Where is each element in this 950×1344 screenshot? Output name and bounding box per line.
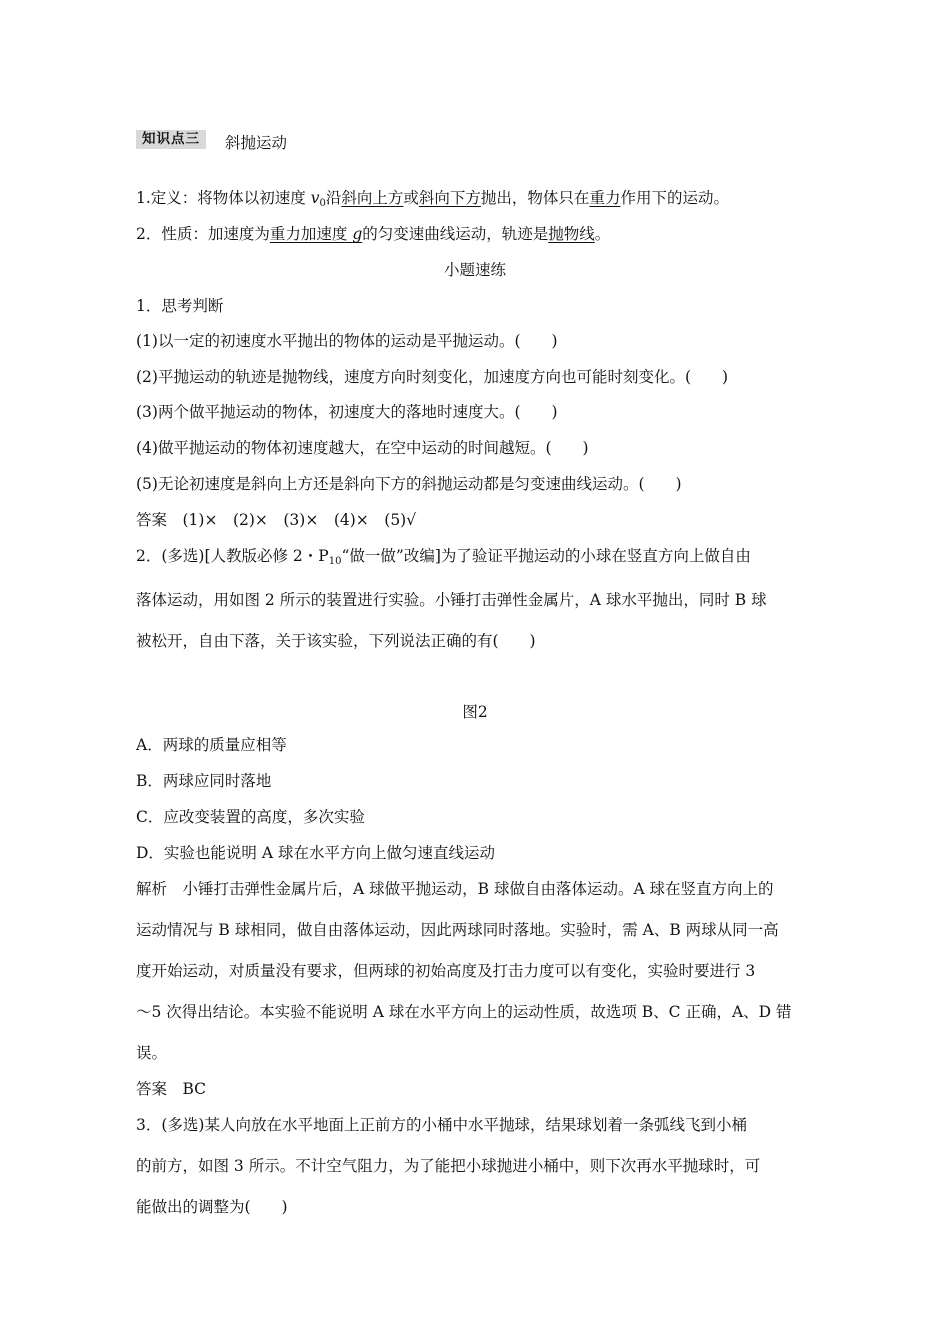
q3-line: 3．(多选)某人向放在水平地面上正前方的小桶中水平抛球，结果球划着一条弧线飞到小桶 (136, 1116, 747, 1134)
q2-text: 2．(多选)[人教版必修 2・P (136, 547, 329, 565)
option-a: A．两球的质量应相等 (136, 736, 287, 754)
practice-title: 小题速练 (443, 261, 506, 279)
option-d: D．实验也能说明 A 球在水平方向上做匀速直线运动 (136, 844, 495, 862)
definition-line (136, 188, 729, 214)
figure-caption: 图2 (462, 703, 488, 721)
definition-prefix: 1.定义：将物体以初速度 (136, 189, 311, 207)
underlined-term: 斜向上方 (341, 189, 404, 207)
q1-item: (2)平抛运动的轨迹是抛物线，速度方向时刻变化，加速度方向也可能时刻变化。( ) (136, 368, 729, 386)
q1-item: (5)无论初速度是斜向上方还是斜向下方的斜抛运动都是匀变速曲线运动。( ) (136, 475, 682, 493)
underlined-text: 重力加速度 (269, 225, 353, 243)
q2-line: 被松开，自由下落，关于该实验，下列说法正确的有( ) (136, 632, 536, 650)
analysis-line: 误。 (136, 1044, 168, 1062)
v-symbol: v (310, 189, 320, 207)
v-subscript: 0 (319, 198, 326, 209)
q3-line: 的前方，如图 3 所示。不计空气阻力，为了能把小球抛进小桶中，则下次再水平抛球时，可 (136, 1157, 761, 1175)
property-text: 。 (594, 225, 611, 243)
q1-answer: 答案 (1)× (2)× (3)× (4)× (5)√ (136, 511, 417, 529)
page-subscript: 10 (328, 556, 342, 567)
q3-line: 能做出的调整为( ) (136, 1198, 288, 1216)
analysis-line: ～5 次得出结论。本实验不能说明 A 球在水平方向上的运动性质，故选项 B、C 正确，A、D 错 (136, 1003, 792, 1021)
q1-title: 1．思考判断 (136, 297, 224, 315)
definition-text: 作用下的运动。 (620, 189, 729, 207)
underlined-term: 斜向下方 (418, 189, 481, 207)
g-symbol: g (352, 225, 363, 243)
q1-item: (1)以一定的初速度水平抛出的物体的运动是平抛运动。( ) (136, 332, 558, 350)
section-title: 斜抛运动 (225, 134, 288, 152)
q1-item: (4)做平抛运动的物体初速度越大，在空中运动的时间越短。( ) (136, 439, 589, 457)
definition-text: 或 (403, 189, 419, 207)
underlined-term (270, 225, 362, 243)
definition-text: 抛出，物体只在 (480, 189, 590, 207)
q2-line: 落体运动，用如图 2 所示的装置进行实验。小锤打击弹性金属片，A 球水平抛出，同时 B 球 (136, 591, 767, 609)
analysis-line: 度开始运动，对质量没有要求，但两球的初始高度及打击力度可以有变化，实验时要进行 3 (136, 962, 756, 980)
q1-item: (3)两个做平抛运动的物体，初速度大的落地时速度大。( ) (136, 403, 558, 421)
q2-text: “做一做”改编]为了验证平抛运动的小球在竖直方向上做自由 (341, 547, 751, 565)
underlined-term: 重力 (589, 189, 621, 207)
property-line (136, 224, 610, 244)
analysis-line: 运动情况与 B 球相同，做自由落体运动，因此两球同时落地。实验时，需 A、B 两球从同一高 (136, 921, 779, 939)
option-c: C．应改变装置的高度，多次实验 (136, 808, 365, 826)
option-b: B．两球应同时落地 (136, 772, 272, 790)
q2-answer: 答案 BC (136, 1080, 207, 1098)
analysis-line: 解析 小锤打击弹性金属片后，A 球做平抛运动，B 球做自由落体运动。A 球在竖直方向上的 (136, 880, 774, 898)
property-text: 的匀变速曲线运动，轨迹是 (362, 225, 549, 243)
definition-text: 沿 (325, 189, 342, 207)
section-badge: 知识点三 (136, 130, 206, 149)
underlined-term: 抛物线 (548, 225, 595, 243)
q2-line (136, 546, 751, 572)
property-prefix: 2．性质：加速度为 (136, 225, 270, 243)
